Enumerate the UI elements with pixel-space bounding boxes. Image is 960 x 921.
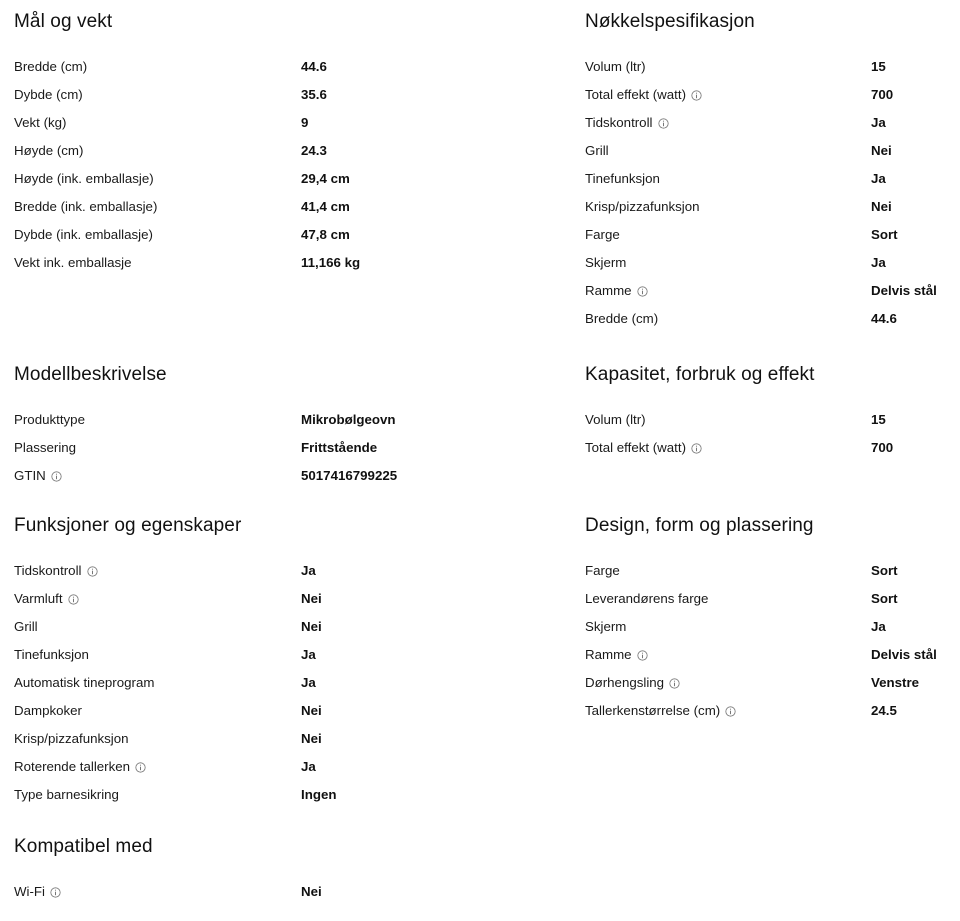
spec-label <box>585 406 871 434</box>
spec-label <box>585 193 871 221</box>
spec-label-text: Bredde (cm) <box>14 59 88 74</box>
spec-label <box>14 221 301 249</box>
spec-value: 24.5 <box>871 703 897 718</box>
info-icon[interactable] <box>637 286 648 297</box>
spec-label-text: Leverandørens farge <box>585 591 709 606</box>
spec-row <box>14 613 494 641</box>
spec-row <box>14 641 494 669</box>
spec-row <box>14 781 494 809</box>
spec-label <box>585 81 871 109</box>
spec-value: Sort <box>871 563 898 578</box>
spec-value: Ja <box>301 563 316 578</box>
spec-row <box>585 613 960 641</box>
spec-section-mal-og-vekt <box>14 10 494 277</box>
spec-section-kompatibel <box>14 835 494 906</box>
spec-label-text: Bredde (cm) <box>585 311 659 326</box>
spec-label <box>585 434 871 462</box>
spec-row <box>14 725 494 753</box>
spec-value: 44.6 <box>301 59 327 74</box>
info-icon[interactable] <box>87 566 98 577</box>
spec-row <box>585 221 960 249</box>
spec-label <box>14 557 301 585</box>
spec-section-funksjoner <box>14 514 494 809</box>
info-icon[interactable] <box>725 706 736 717</box>
spec-row <box>14 753 494 781</box>
spec-label-text: Farge <box>585 227 620 242</box>
spec-row <box>14 462 494 490</box>
spec-row <box>585 641 960 669</box>
spec-label-text: Total effekt (watt) <box>585 87 686 102</box>
spec-label <box>14 878 301 906</box>
spec-value: 11,166 kg <box>301 255 361 270</box>
spec-value: 5017416799225 <box>301 468 398 483</box>
spec-label <box>585 613 871 641</box>
spec-row <box>14 81 494 109</box>
spec-value: 47,8 cm <box>301 227 350 242</box>
spec-label <box>14 81 301 109</box>
spec-label-text: Skjerm <box>585 255 627 270</box>
spec-label-text: Type barnesikring <box>14 787 119 802</box>
spec-label-text: Grill <box>585 143 609 158</box>
spec-value: Ja <box>871 619 886 634</box>
spec-value: Venstre <box>871 675 920 690</box>
spec-row <box>585 193 960 221</box>
spec-value: 15 <box>871 59 886 74</box>
section-title: Kapasitet, forbruk og effekt <box>585 364 815 385</box>
spec-label-text: Krisp/pizzafunksjon <box>585 199 700 214</box>
spec-label <box>585 669 871 697</box>
spec-row <box>585 81 960 109</box>
spec-label <box>585 137 871 165</box>
spec-value: Nei <box>871 143 892 158</box>
info-icon[interactable] <box>68 594 79 605</box>
spec-section-modellbeskrivelse <box>14 363 494 490</box>
spec-label <box>14 109 301 137</box>
spec-row <box>14 557 494 585</box>
spec-label <box>585 697 871 725</box>
spec-label <box>14 53 301 81</box>
spec-label-text: Farge <box>585 563 620 578</box>
spec-section-nokkelspes <box>585 10 960 333</box>
spec-value: Nei <box>301 591 322 606</box>
spec-label-text: Dybde (cm) <box>14 87 83 102</box>
spec-row <box>14 221 494 249</box>
spec-value: Ja <box>871 255 886 270</box>
spec-label-text: Ramme <box>585 647 632 662</box>
spec-label <box>14 434 301 462</box>
spec-label-text: Roterende tallerken <box>14 759 131 774</box>
spec-value: 700 <box>871 440 894 455</box>
info-icon[interactable] <box>658 118 669 129</box>
spec-label-text: Produkttype <box>14 412 85 427</box>
spec-row <box>14 109 494 137</box>
spec-row <box>585 53 960 81</box>
spec-row <box>585 165 960 193</box>
spec-row <box>585 585 960 613</box>
spec-row <box>585 109 960 137</box>
spec-value: Delvis stål <box>871 283 937 298</box>
spec-row <box>585 137 960 165</box>
spec-label-text: Dampkoker <box>14 703 82 718</box>
spec-value: Nei <box>871 199 892 214</box>
spec-row <box>585 434 960 462</box>
spec-value: Ingen <box>301 787 337 802</box>
spec-row <box>14 406 494 434</box>
spec-label <box>585 221 871 249</box>
spec-label-text: Plassering <box>14 440 77 455</box>
spec-row <box>14 137 494 165</box>
spec-label <box>585 557 871 585</box>
section-title: Mål og vekt <box>14 11 113 32</box>
spec-row <box>14 585 494 613</box>
spec-value: Nei <box>301 731 322 746</box>
spec-label-text: Tinefunksjon <box>14 647 89 662</box>
section-title: Funksjoner og egenskaper <box>14 515 242 536</box>
info-icon[interactable] <box>51 471 62 482</box>
spec-label-text: Dørhengsling <box>585 675 665 690</box>
info-icon[interactable] <box>691 443 702 454</box>
spec-label-text: Automatisk tineprogram <box>14 675 155 690</box>
spec-row <box>585 277 960 305</box>
info-icon[interactable] <box>637 650 648 661</box>
spec-value: Delvis stål <box>871 647 937 662</box>
spec-value: Ja <box>301 675 316 690</box>
spec-label <box>585 277 871 305</box>
spec-label <box>14 753 301 781</box>
spec-row <box>585 697 960 725</box>
section-title: Modellbeskrivelse <box>14 364 167 385</box>
spec-section-design <box>585 514 960 725</box>
spec-value: Mikrobølgeovn <box>301 412 396 427</box>
spec-label <box>14 697 301 725</box>
spec-label <box>585 165 871 193</box>
spec-label <box>14 669 301 697</box>
spec-value: 44.6 <box>871 311 897 326</box>
spec-value: Frittstående <box>301 440 378 455</box>
spec-label-text: Tidskontroll <box>14 563 82 578</box>
spec-row <box>14 878 494 906</box>
spec-label-text: Vekt (kg) <box>14 115 67 130</box>
spec-row <box>585 249 960 277</box>
spec-label <box>585 249 871 277</box>
spec-value: Ja <box>301 647 316 662</box>
spec-label-text: Ramme <box>585 283 632 298</box>
spec-label-text: Skjerm <box>585 619 627 634</box>
spec-label-text: Tinefunksjon <box>585 171 660 186</box>
spec-label-text: Høyde (cm) <box>14 143 84 158</box>
spec-value: 700 <box>871 87 894 102</box>
section-title: Design, form og plassering <box>585 515 814 536</box>
spec-label-text: Tidskontroll <box>585 115 653 130</box>
spec-row <box>14 249 494 277</box>
spec-value: 29,4 cm <box>301 171 350 186</box>
spec-value: 41,4 cm <box>301 199 350 214</box>
spec-label-text: Volum (ltr) <box>585 59 646 74</box>
spec-label <box>14 613 301 641</box>
spec-value: Nei <box>301 884 322 899</box>
spec-row <box>14 697 494 725</box>
spec-label-text: Grill <box>14 619 38 634</box>
spec-row <box>14 434 494 462</box>
spec-section-kapasitet <box>585 363 960 462</box>
spec-label <box>14 781 301 809</box>
spec-label-text: GTIN <box>14 468 46 483</box>
spec-label-text: Høyde (ink. emballasje) <box>14 171 154 186</box>
spec-value: 15 <box>871 412 886 427</box>
spec-label <box>14 249 301 277</box>
spec-label <box>14 165 301 193</box>
spec-row <box>585 406 960 434</box>
spec-value: Nei <box>301 619 322 634</box>
info-icon[interactable] <box>669 678 680 689</box>
spec-value: 24.3 <box>301 143 327 158</box>
spec-label-text: Krisp/pizzafunksjon <box>14 731 129 746</box>
spec-row <box>585 305 960 333</box>
spec-label <box>14 462 301 490</box>
spec-label-text: Vekt ink. emballasje <box>14 255 132 270</box>
spec-label <box>14 406 301 434</box>
spec-label-text: Total effekt (watt) <box>585 440 686 455</box>
spec-row <box>585 557 960 585</box>
spec-row <box>585 669 960 697</box>
spec-label <box>14 725 301 753</box>
spec-label-text: Bredde (ink. emballasje) <box>14 199 158 214</box>
spec-value: Ja <box>301 759 316 774</box>
spec-value: Ja <box>871 171 886 186</box>
spec-row <box>14 193 494 221</box>
info-icon[interactable] <box>135 762 146 773</box>
spec-label-text: Varmluft <box>14 591 63 606</box>
spec-value: Nei <box>301 703 322 718</box>
spec-value: Ja <box>871 115 886 130</box>
spec-label-text: Dybde (ink. emballasje) <box>14 227 153 242</box>
spec-row <box>14 165 494 193</box>
info-icon[interactable] <box>691 90 702 101</box>
spec-label-text: Tallerkenstørrelse (cm) <box>585 703 721 718</box>
section-title: Kompatibel med <box>14 836 153 857</box>
spec-value: Sort <box>871 591 898 606</box>
section-title: Nøkkelspesifikasjon <box>585 11 755 32</box>
spec-label <box>585 53 871 81</box>
spec-value: 9 <box>301 115 309 130</box>
spec-label <box>14 193 301 221</box>
spec-value: 35.6 <box>301 87 327 102</box>
spec-label <box>585 585 871 613</box>
spec-label <box>585 641 871 669</box>
spec-label <box>14 137 301 165</box>
spec-row <box>14 53 494 81</box>
spec-label <box>14 585 301 613</box>
spec-label <box>14 641 301 669</box>
spec-label-text: Wi-Fi <box>14 884 46 899</box>
spec-label <box>585 305 871 333</box>
spec-label-text: Volum (ltr) <box>585 412 646 427</box>
spec-label <box>585 109 871 137</box>
spec-value: Sort <box>871 227 898 242</box>
info-icon[interactable] <box>50 887 61 898</box>
spec-row <box>14 669 494 697</box>
